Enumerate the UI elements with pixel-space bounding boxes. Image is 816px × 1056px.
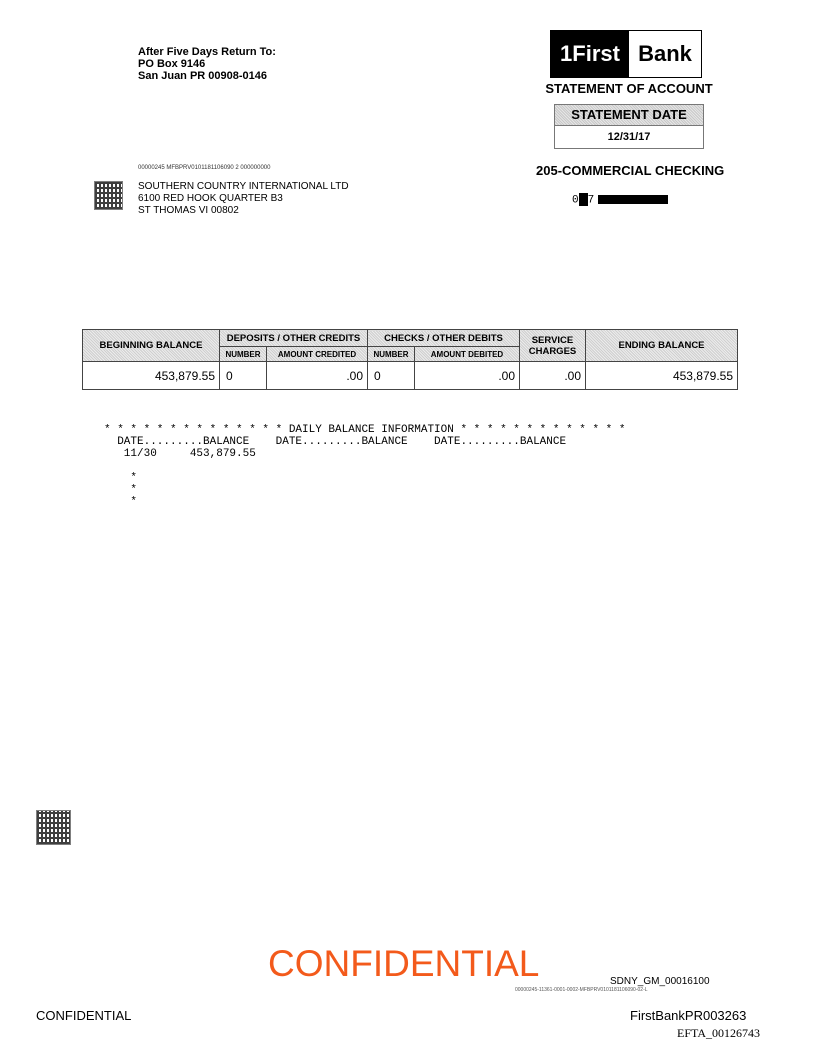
cell-check-number: 0 bbox=[368, 362, 415, 390]
redaction-block bbox=[579, 193, 588, 206]
qr-code-icon bbox=[94, 181, 123, 210]
account-type: 205-COMMERCIAL CHECKING bbox=[536, 163, 725, 178]
return-address-line1: After Five Days Return To: bbox=[138, 46, 276, 58]
daily-balance-entry: 11/30 453,879.55 bbox=[104, 448, 256, 460]
header-amount-debited: AMOUNT DEBITED bbox=[415, 347, 520, 362]
header-amount-credited: AMOUNT CREDITED bbox=[267, 347, 368, 362]
daily-balance-stars: * * * bbox=[130, 472, 138, 508]
statement-date-label: STATEMENT DATE bbox=[555, 105, 703, 126]
cell-beginning-balance: 453,879.55 bbox=[83, 362, 220, 390]
bates-number: FirstBankPR003263 bbox=[630, 1008, 747, 1023]
sdny-bates-number: SDNY_GM_00016100 bbox=[610, 976, 710, 987]
return-address bbox=[138, 46, 276, 82]
customer-name: SOUTHERN COUNTRY INTERNATIONAL LTD bbox=[138, 181, 349, 192]
return-address-line2: PO Box 9146 bbox=[138, 58, 206, 70]
statement-title: STATEMENT OF ACCOUNT bbox=[545, 81, 713, 96]
logo-first: 1First bbox=[551, 31, 629, 77]
statement-date-box bbox=[554, 104, 704, 149]
sdny-sub-code: 00000245-11361-0001-0002-MFBPRV0101181106090-02-L bbox=[515, 987, 648, 993]
bank-logo bbox=[550, 30, 702, 78]
account-number bbox=[572, 193, 668, 206]
logo-bank: Bank bbox=[629, 31, 701, 77]
cell-service-charges: .00 bbox=[520, 362, 586, 390]
qr-code-icon bbox=[36, 810, 71, 845]
account-number-mid: 7 bbox=[587, 194, 595, 207]
return-address-line3: San Juan PR 00908-0146 bbox=[138, 70, 268, 82]
redaction-block bbox=[598, 195, 668, 204]
cell-amount-credited: .00 bbox=[267, 362, 368, 390]
daily-balance-section bbox=[104, 424, 626, 508]
header-deposits: DEPOSITS / OTHER CREDITS bbox=[220, 330, 368, 347]
statement-date-value: 12/31/17 bbox=[607, 131, 651, 143]
cell-deposit-number: 0 bbox=[220, 362, 267, 390]
confidential-stamp: CONFIDENTIAL bbox=[268, 943, 540, 984]
customer-city: ST THOMAS VI 00802 bbox=[138, 205, 239, 216]
header-service-charges: SERVICE CHARGES bbox=[520, 330, 586, 362]
efta-number: EFTA_00126743 bbox=[677, 1026, 761, 1040]
header-check-number: NUMBER bbox=[368, 347, 415, 362]
daily-balance-banner: * * * * * * * * * * * * * * DAILY BALANCE INFORMATION * * * * * * * * * * * * * bbox=[104, 424, 626, 436]
table-row bbox=[83, 362, 738, 390]
cell-ending-balance: 453,879.55 bbox=[586, 362, 738, 390]
customer-address bbox=[138, 181, 349, 217]
header-checks: CHECKS / OTHER DEBITS bbox=[368, 330, 520, 347]
daily-balance-header: DATE.........BALANCE DATE.........BALANCE DATE.........BALANCE bbox=[104, 436, 567, 448]
header-ending-balance: ENDING BALANCE bbox=[586, 330, 738, 362]
header-beginning-balance: BEGINNING BALANCE bbox=[83, 330, 220, 362]
customer-street: 6100 RED HOOK QUARTER B3 bbox=[138, 193, 283, 204]
header-deposit-number: NUMBER bbox=[220, 347, 267, 362]
account-summary-table bbox=[82, 329, 738, 390]
account-number-prefix: 0 bbox=[572, 194, 579, 207]
mailing-barcode-line: 00000245 MFBPRV0101181106090 2 000000000 bbox=[138, 165, 271, 171]
cell-amount-debited: .00 bbox=[415, 362, 520, 390]
confidential-footer: CONFIDENTIAL bbox=[36, 1008, 132, 1023]
